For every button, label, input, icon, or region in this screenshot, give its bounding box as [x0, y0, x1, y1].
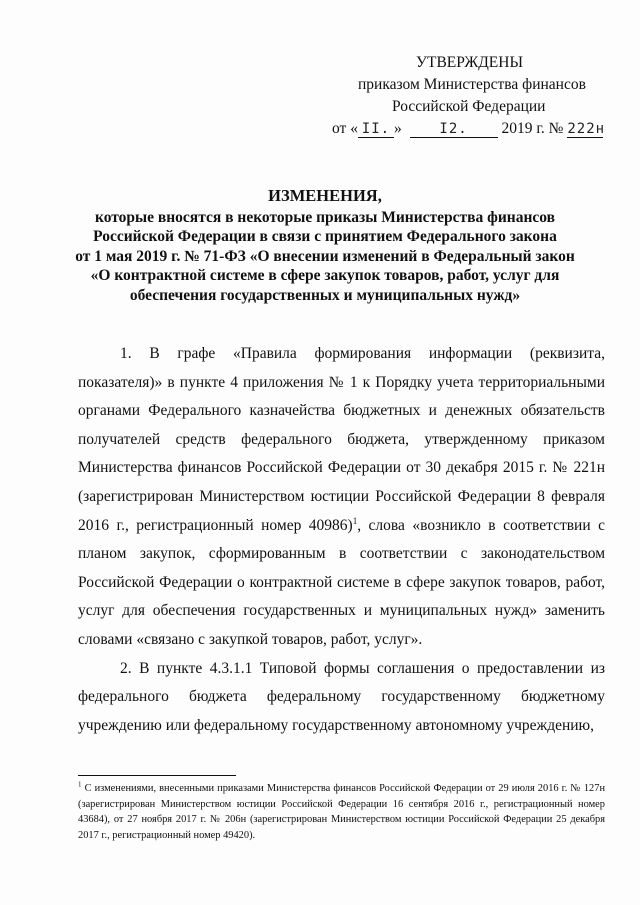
order-number: 222н — [567, 121, 606, 137]
footnote-reference: 1 — [352, 515, 358, 526]
date-month-field — [410, 121, 498, 138]
date-prefix: от « — [332, 120, 358, 137]
paragraph-2: 2. В пункте 4.3.1.1 Типовой формы соглашения о предоставлении из федерального бюджета федеральному государственному бюджетному учреждению или федеральному государственному автономному учреждению, — [78, 659, 605, 734]
order-number-field — [567, 121, 606, 138]
document-body — [78, 340, 605, 740]
title-line: «О контрактной системе в сфере закупок товаров, работ, услуг для — [90, 267, 560, 284]
footnote — [78, 781, 605, 843]
date-year: 2019 г. № — [501, 120, 564, 137]
approval-by-order: приказом Министерства финансов — [358, 76, 586, 93]
footnote-text: С изменениями, внесенными приказами Министерства финансов Российской Федерации от 29 июля 2016 г. № 127н (зарегистрирован Министерством юстиции Российской Федерации 16 сентября 2016 г., регистрационный номер 43684), от 27 ноября 2017 г. № 206н (зарегистрирован Министерством юстиции Российской Федерации 25 декабря 2017 г., регистрационный номер 49420). — [78, 783, 605, 841]
paragraph-1-text-b: , слова «возникло в соответствии с планом закупок, сформированным в соответствии с законодательством Российской Федерации о контрактной системе в сфере закупок товаров, работ, услуг для обеспечения государственных и муниципальных нужд» заменить словами «связано с закупкой товаров, работ, услуг». — [78, 516, 605, 648]
approval-date-line — [330, 118, 620, 140]
date-day: II. — [361, 121, 391, 137]
approval-heading: УТВЕРЖДЕНЫ — [416, 54, 523, 71]
footnote-mark: 1 — [78, 780, 82, 789]
date-month: I2. — [439, 121, 468, 137]
title-line: обеспечения государственных и муниципальных нужд» — [129, 286, 521, 304]
title-line: которые вносятся в некоторые приказы Министерства финансов — [94, 208, 556, 226]
document-title — [60, 186, 590, 305]
paragraph-1-text-a: 1. В графе «Правила формирования информации (реквизита, показателя)» в пункте 4 приложения № 1 к Порядку учета территориальными органами Федерального казначейства бюджетных и денежных обязательств получателей средств федерального бюджета, утвержденному приказом Министерства финансов Российской Федерации от 30 декабря 2015 г. № 221н (зарегистрирован Министерством юстиции Российской Федерации 8 февраля 2016 г., регистрационный номер 40986) — [78, 345, 605, 534]
title-line: Российской Федерации в связи с принятием Федерального закона — [93, 228, 557, 245]
date-day-field — [358, 121, 394, 138]
title-heading: ИЗМЕНЕНИЯ, — [268, 186, 382, 205]
date-day-suffix: » — [393, 120, 402, 137]
paragraph-1 — [78, 340, 605, 655]
approval-block — [330, 52, 620, 140]
title-line: от 1 мая 2019 г. № 71-ФЗ «О внесении изменений в Федеральный закон — [75, 247, 575, 265]
approval-federation: Российской Федерации — [392, 98, 546, 115]
footnote-divider — [78, 775, 236, 776]
